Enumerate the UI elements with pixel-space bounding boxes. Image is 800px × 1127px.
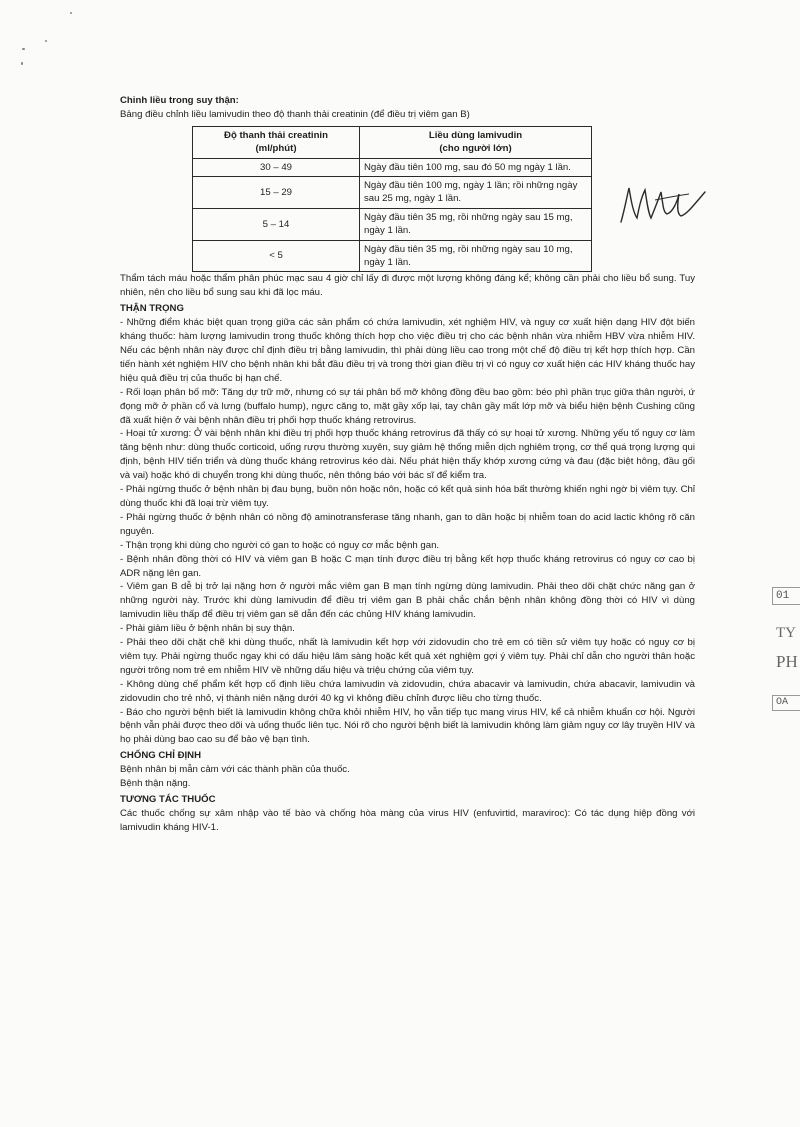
interactions-heading: TƯƠNG TÁC THUỐC — [120, 794, 216, 805]
precaution-item: - Không dùng chế phẩm kết hợp cố định liều chứa lamivudin và zidovudin, chứa abacavir và lamivudin, chứa abacavir, lamivudin và zidovudin cho trẻ nhỏ, vị thành niên nặng dưới 40 kg vì không điều chỉnh được liều cho từng thuốc. — [120, 678, 695, 704]
table-row — [193, 208, 592, 240]
clearance-cell: < 5 — [193, 240, 360, 272]
table-row — [193, 158, 592, 176]
table-header-row — [193, 126, 592, 158]
scan-speck — [21, 62, 23, 65]
edge-fragment-text: TY — [776, 625, 796, 641]
dose-cell: Ngày đầu tiên 100 mg, ngày 1 lần; rồi những ngày sau 25 mg, ngày 1 lần. — [360, 177, 592, 209]
precaution-item: - Bệnh nhân đồng thời có HIV và viêm gan B hoặc C mạn tính được điều trị bằng kết hợp thuốc kháng retrovirus có nguy cơ cao bị ADR nặng lên gan. — [120, 553, 695, 579]
clearance-column-header — [193, 126, 360, 158]
handwritten-signature — [615, 178, 710, 228]
contraindications-heading: CHỐNG CHỈ ĐỊNH — [120, 750, 202, 762]
precaution-item: - Phải theo dõi chặt chẽ khi dùng thuốc, nhất là lamivudin kết hợp với zidovudin cho trẻ em có tiền sử viêm tụy hoặc có nguy cơ bị viêm tụy. Phải ngừng thuốc ngay khi có dấu hiệu lâm sàng hoặc kết quả xét nghiệm gợi ý viêm tụy. Phải chỉ dẫn cho người thân hoặc người trông nom trẻ em nhiễm HIV về những dấu hiệu và triệu chứng của viêm tụy. — [120, 637, 695, 676]
precaution-item: - Phải ngừng thuốc ở bệnh nhân có nồng độ aminotransferase tăng nhanh, gan to dần hoặc bị nhiễm toan do acid lactic không rõ căn nguyên. — [120, 511, 695, 537]
renal-table-intro: Bảng điều chỉnh liều lamivudin theo độ thanh thải creatinin (để điều trị viêm gan B) — [120, 108, 470, 120]
document-page — [120, 94, 695, 835]
dose-cell: Ngày đầu tiên 100 mg, sau đó 50 mg ngày 1 lần. — [360, 158, 592, 176]
renal-dosing-heading: Chỉnh liều trong suy thận: — [120, 95, 239, 106]
clearance-header-line1: Độ thanh thải creatinin — [224, 129, 328, 141]
precaution-item: - Viêm gan B dễ bị trở lại nặng hơn ở người mắc viêm gan B mạn tính ngừng dùng lamivudin. Phải theo dõi chặt chức năng gan ở những người này. Trước khi dùng lamivudin để điều trị viêm gan B phải chắc chắn bệnh nhân không đồng thời có HIV vì dùng lamivudin liều thấp để điều trị viêm gan sẽ dẫn đến các chủng HIV kháng lamivudin. — [120, 581, 695, 621]
contraindication-item: Bệnh thận nặng. — [120, 778, 191, 790]
renal-dosing-table — [192, 126, 592, 273]
precaution-item: - Hoại tử xương: Ở vài bệnh nhân khi điều trị phối hợp thuốc kháng retrovirus đã thấy có sự hoại tử xương. Những yếu tố nguy cơ làm tăng bệnh như: dùng thuốc corticoid, uống rượu thường xuyên, suy giảm hệ thống miễn dịch nghiêm trọng, cơ thể quá trọng lượng qui định, bệnh HIV tiến triển và dùng thuốc kháng retrovirus kéo dài. Nếu phát hiện thấy khớp xương cứng và đau (đặc biệt hông, đầu gối và vai) hoặc khó di chuyển trong khi dùng thuốc, nên thông báo với bác sĩ để kiểm tra. — [120, 428, 695, 482]
table-row — [193, 177, 592, 209]
precaution-item: - Thận trọng khi dùng cho người có gan to hoặc có nguy cơ mắc bệnh gan. — [120, 539, 440, 551]
precaution-item: - Báo cho người bệnh biết là lamivudin không chữa khỏi nhiễm HIV, họ vẫn tiếp tục mang virus HIV, kể cả nhiễm khuẩn cơ hội. Người bệnh vẫn phải được theo dõi và uống thuốc liên tục. Nói rõ cho người bệnh biết là lamivudin không làm giảm nguy cơ lây truyền HIV và họ phải dùng bao cao su để bảo vệ bạn tình. — [120, 706, 695, 746]
dose-header-line1: Liều dùng lamivudin — [428, 129, 523, 141]
dialysis-note: Thẩm tách máu hoặc thẩm phân phúc mạc sau 4 giờ chỉ lấy đi được một lượng không đáng kể; không cần phải cho liều bổ sung. Tuy nhiên, nên cho liều bổ sung sau khi đã lọc máu. — [120, 273, 695, 299]
dose-cell: Ngày đầu tiên 35 mg, rồi những ngày sau 10 mg, ngày 1 lần. — [360, 240, 592, 272]
edge-fragment-box: 01 — [772, 587, 800, 605]
scan-speck — [22, 48, 25, 50]
interactions-text: Các thuốc chống sự xâm nhập vào tế bào và chống hòa màng của virus HIV (enfuvirtid, maraviroc): Có tác dụng hiệp đồng với lamivudin kháng HIV-1. — [120, 807, 695, 833]
clearance-header-line2: (ml/phút) — [255, 143, 297, 155]
clearance-cell: 15 – 29 — [193, 177, 360, 209]
clearance-cell: 5 – 14 — [193, 208, 360, 240]
precaution-item: - Phải giảm liều ở bệnh nhân bị suy thận. — [120, 623, 295, 635]
precaution-item: - Những điểm khác biệt quan trọng giữa các sản phẩm có chứa lamivudin, xét nghiệm HIV, và nguy cơ xuất hiện dạng HIV đột biến kháng thuốc: hàm lượng lamivudin trong thuốc không thích hợp cho việc điều trị cho các bệnh nhân vừa nhiễm HBV vừa nhiễm HIV. Nếu các bệnh nhân này được chỉ định điều trị bằng lamivudin, thì phải dùng liều cao trong một chế độ điều trị kết hợp thích hợp. Cần tiến hành xét nghiệm HIV cho bệnh nhân khi bắt đầu điều trị và trong thời gian điều trị vì có nguy cơ xuất hiện các HIV kháng thuốc hay hiệu quả điều trị của thuốc bị hạn chế. — [120, 317, 695, 384]
precaution-item: - Rối loạn phân bố mỡ: Tăng dự trữ mỡ, nhưng có sự tái phân bố mỡ không đồng đều bao gồm: béo phì phần trục giữa thân người, ứ đọng mỡ ở phần cổ và lưng (buffalo hump), ngực căng to, mặt gầy xốp lại, tay chân gầy mất lớp mỡ và biểu hiện bệnh Cushing cũng đã xuất hiện ở vài bệnh nhân điều trị phối hợp thuốc kháng retrovirus. — [120, 386, 695, 426]
precaution-item: - Phải ngừng thuốc ở bệnh nhân bị đau bụng, buồn nôn hoặc nôn, hoặc có kết quả sinh hóa bất thường khiến nghi ngờ bị viêm tụy. Chỉ dùng thuốc khi đã loại trừ viêm tụy. — [120, 484, 695, 509]
dose-column-header — [360, 126, 592, 158]
scan-speck — [70, 12, 72, 14]
precautions-heading: THẬN TRỌNG — [120, 303, 184, 315]
edge-fragment-box: OA — [772, 695, 800, 711]
edge-fragment-text: PH — [776, 652, 798, 671]
dose-header-line2: (cho người lớn) — [439, 143, 512, 155]
table-row — [193, 240, 592, 272]
clearance-cell: 30 – 49 — [193, 158, 360, 176]
scan-speck — [45, 40, 47, 42]
contraindication-item: Bệnh nhân bị mẫn cảm với các thành phần của thuốc. — [120, 764, 350, 776]
dose-cell: Ngày đầu tiên 35 mg, rồi những ngày sau 15 mg, ngày 1 lần. — [360, 208, 592, 240]
